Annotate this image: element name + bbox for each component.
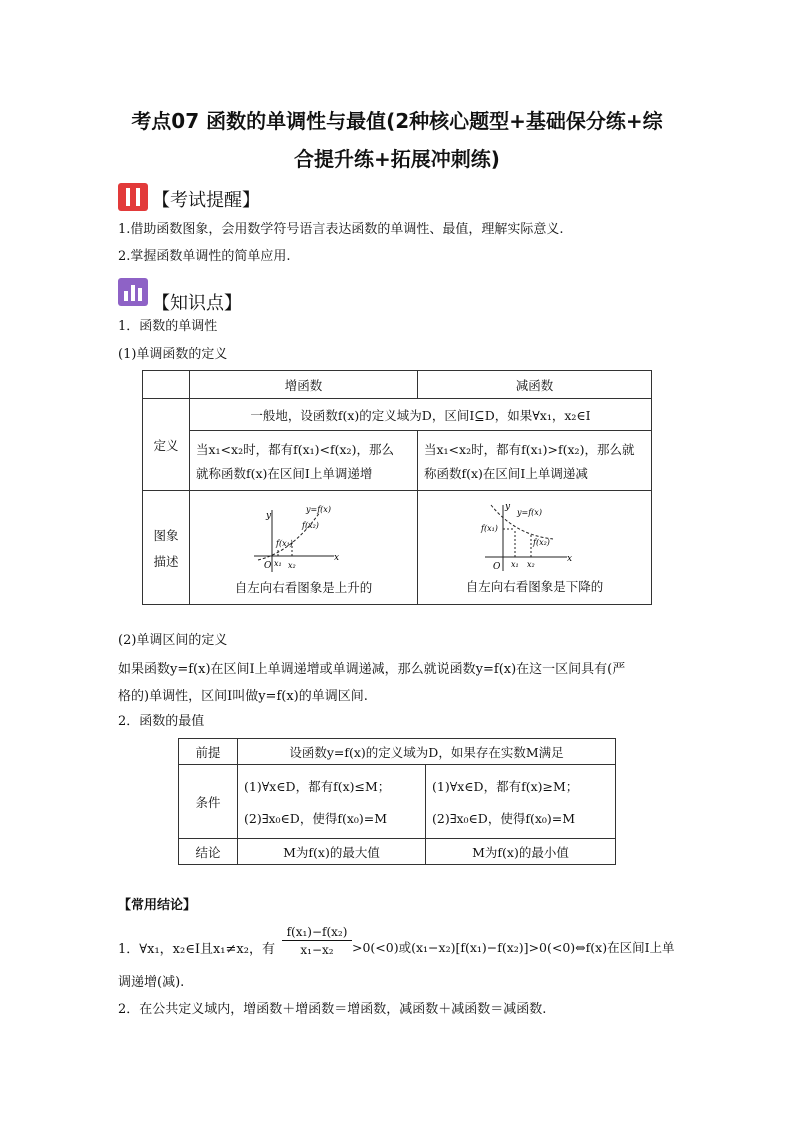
common-item-1 [118, 924, 688, 968]
fraction [282, 924, 352, 959]
inc-fx2-label: f(x₂) [301, 520, 319, 530]
increasing-graph [244, 504, 364, 576]
graph-decreasing-cell [418, 491, 652, 605]
heading-monotonic-definition: (1)单调函数的定义 [118, 347, 228, 362]
section-reminder-label: 【考试提醒】 [152, 190, 260, 211]
heading-interval-definition: (2)单调区间的定义 [118, 633, 228, 648]
condition-min-2: (2)∃x₀∈D，使得f(x₀)=M [432, 810, 576, 826]
definition-increasing [190, 431, 418, 491]
dec-y-label: y [504, 501, 510, 512]
definition-decreasing-line2: 称函数f(x)在区间I上单调递减 [424, 465, 588, 481]
heading-extrema: 2．函数的最值 [118, 714, 205, 729]
page-title-line2: 合提升练+拓展冲刺练) [294, 147, 500, 171]
graph-increasing-cell [190, 491, 418, 605]
extrema-table [178, 738, 616, 865]
definition-increasing-line2: 就称函数f(x)在区间I上单调递增 [196, 465, 373, 481]
caption-decreasing: 自左向右看图象是下降的 [465, 578, 604, 594]
definition-common: 一般地，设函数f(x)的定义域为D，区间I⊆D，如果∀x₁，x₂∈I [190, 399, 652, 431]
definition-decreasing-line1: 当x₁<x₂时，都有f(x₁)>f(x₂)，那么就 [424, 441, 635, 457]
condition-min-1: (1)∀x∈D，都有f(x)≥M； [432, 778, 579, 794]
common-item-1-line2: 调递增(减). [118, 975, 185, 990]
dec-x1-label: x₁ [510, 559, 519, 569]
dec-x-label: x [566, 553, 572, 564]
dec-fname-label: y=f(x) [516, 507, 542, 517]
decreasing-graph [475, 501, 595, 573]
definition-increasing-line1: 当x₁<x₂时，都有f(x₁)<f(x₂)，那么 [196, 441, 394, 457]
inc-origin-label: O [263, 560, 271, 571]
reminder-item-2: 2.掌握函数单调性的简单应用. [118, 249, 291, 264]
inc-fname-label: y=f(x) [305, 504, 331, 514]
interval-text-line1: 如果函数y=f(x)在区间I上单调递增或单调递减，那么就说函数y=f(x)在这一区间具有(严 [118, 662, 626, 677]
conclusion-max: M为f(x)的最大值 [238, 839, 426, 865]
conclusion-min: M为f(x)的最小值 [426, 839, 616, 865]
header-decreasing: 减函数 [418, 371, 652, 399]
dec-fx2-label: f(x₂) [532, 537, 550, 547]
fraction-numerator: f(x₁)−f(x₂) [282, 924, 352, 941]
reminder-item-1: 1.借助函数图象，会用数学符号语言表达函数的单调性、最值，理解实际意义. [118, 222, 564, 237]
premise-text: 设函数y=f(x)的定义域为D，如果存在实数M满足 [238, 739, 616, 765]
interval-text-line2: 格的)单调性，区间I叫做y=f(x)的单调区间. [118, 689, 368, 704]
row-label-graph-line1: 图象 [153, 527, 179, 543]
definition-decreasing [418, 431, 652, 491]
caption-increasing: 自左向右看图象是上升的 [234, 579, 373, 595]
common-item-1-suffix: >0(<0)或(x₁−x₂)[f(x₁)−f(x₂)]>0(<0)⇔f(x)在区间I上单 [352, 940, 675, 955]
pause-bars-icon [118, 183, 148, 211]
bar-chart-icon [118, 278, 148, 306]
heading-monotonicity: 1．函数的单调性 [118, 319, 218, 334]
dec-origin-label: O [492, 561, 500, 572]
inc-x-label: x [333, 552, 339, 563]
row-label-premise: 前提 [179, 739, 238, 765]
page-title-line1: 考点07 函数的单调性与最值(2种核心题型+基础保分练+综 [131, 109, 663, 133]
row-label-graph [143, 491, 190, 605]
inc-x2-label: x₂ [287, 560, 296, 570]
condition-max-2: (2)∃x₀∈D，使得f(x₀)=M [244, 810, 388, 826]
inc-fx1-label: f(x₁) [275, 538, 293, 548]
condition-max [238, 765, 426, 839]
common-conclusions-label: 【常用结论】 [118, 898, 197, 913]
inc-x1-label: x₁ [273, 558, 282, 568]
row-label-graph-line2: 描述 [153, 553, 179, 569]
section-knowledge-label: 【知识点】 [152, 293, 242, 314]
header-increasing: 增函数 [190, 371, 418, 399]
common-item-1-prefix: 1．∀x₁，x₂∈I且x₁≠x₂，有 [118, 942, 275, 957]
dec-x2-label: x₂ [526, 559, 535, 569]
condition-max-1: (1)∀x∈D，都有f(x)≤M； [244, 778, 391, 794]
row-label-conclusion: 结论 [179, 839, 238, 865]
monotonic-definition-table [142, 370, 652, 605]
fraction-denominator: x₁−x₂ [300, 943, 334, 957]
dec-fx1-label: f(x₁) [480, 523, 498, 533]
row-label-definition: 定义 [143, 399, 190, 491]
common-item-2: 2．在公共定义域内，增函数＋增函数＝增函数，减函数＋减函数＝减函数. [118, 1002, 547, 1017]
condition-min [426, 765, 616, 839]
inc-y-label: y [265, 510, 271, 521]
row-label-condition: 条件 [179, 765, 238, 839]
